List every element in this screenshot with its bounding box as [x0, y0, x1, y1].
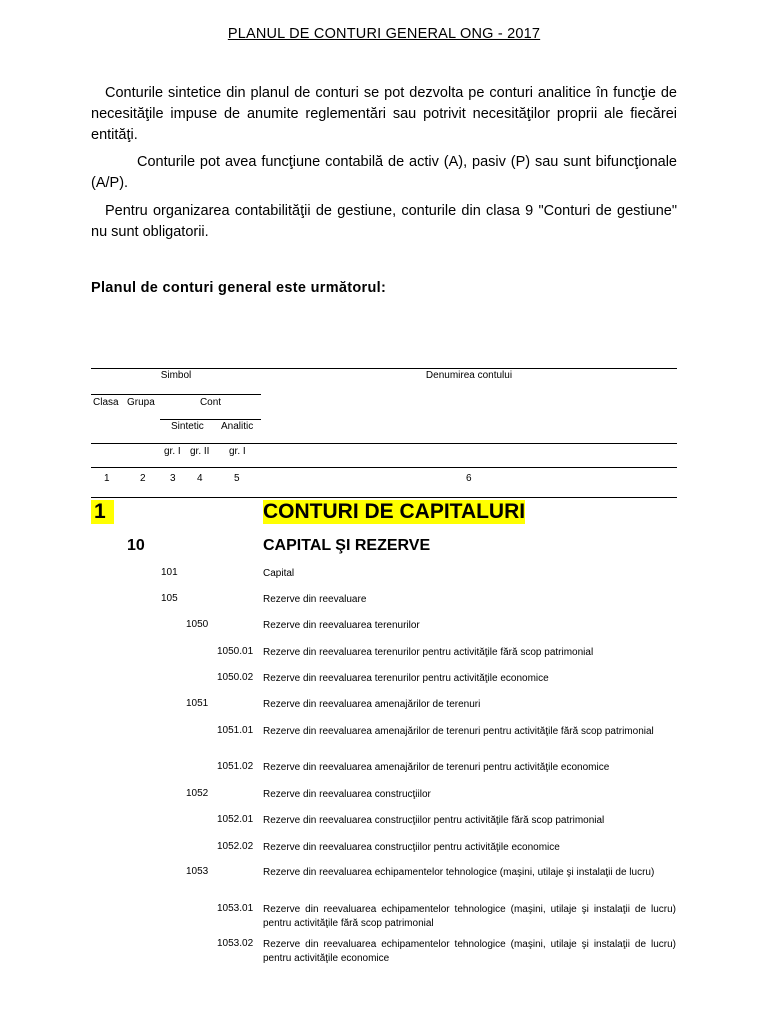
- divider: [91, 497, 677, 498]
- header-sintetic: Sintetic: [171, 421, 204, 432]
- intro-paragraph-3: Pentru organizarea contabilităţii de gestiune, conturile din clasa 9 "Conturi de gestiune" nu sunt obligatorii.: [91, 203, 677, 240]
- table-heading: Planul de conturi general este următorul:: [91, 280, 387, 296]
- header-denumirea: Denumirea contului: [425, 370, 513, 381]
- divider: [160, 419, 261, 420]
- account-code: 101: [161, 567, 178, 578]
- account-name: Rezerve din reevaluarea terenurilor: [263, 620, 420, 631]
- divider: [91, 368, 677, 369]
- divider: [91, 394, 261, 395]
- header-cont: Cont: [199, 397, 222, 408]
- account-code: 1050: [186, 619, 209, 630]
- account-code: 105: [161, 593, 178, 604]
- document-title: PLANUL DE CONTURI GENERAL ONG - 2017: [227, 26, 541, 42]
- col-number: 1: [104, 473, 110, 484]
- account-name: Rezerve din reevaluarea echipamentelor tehnologice (maşini, utilaje şi instalaţii de lucru) pentru activităţile fără scop patrimonial: [263, 904, 676, 929]
- header-gr1-analitic: gr. I: [229, 446, 246, 457]
- account-name: Rezerve din reevaluarea terenurilor pentru activităţile fără scop patrimonial: [263, 647, 594, 658]
- account-name: Rezerve din reevaluarea amenajărilor de terenuri pentru activităţile economice: [263, 762, 610, 773]
- account-code: 1050.02: [217, 672, 254, 683]
- account-name: Rezerve din reevaluarea amenajărilor de terenuri: [263, 699, 481, 710]
- class-name: CONTURI DE CAPITALURI: [263, 500, 526, 523]
- header-gr1: gr. I: [164, 446, 181, 457]
- group-name: CAPITAL ŞI REZERVE: [263, 537, 431, 554]
- col-number: 4: [197, 473, 203, 484]
- account-code: 1052.01: [217, 814, 254, 825]
- account-name: Rezerve din reevaluarea terenurilor pentru activităţile economice: [263, 673, 549, 684]
- account-code: 1051.02: [217, 761, 254, 772]
- col-number: 3: [170, 473, 176, 484]
- account-code: 1051: [186, 698, 209, 709]
- account-name: Rezerve din reevaluarea amenajărilor de terenuri pentru activităţile fără scop patrimonial: [263, 726, 654, 737]
- account-name: Rezerve din reevaluarea echipamentelor tehnologice (maşini, utilaje şi instalaţii de lucru) pentru activităţile economice: [263, 939, 676, 964]
- account-name: Rezerve din reevaluare: [263, 594, 367, 605]
- col-number: 5: [234, 473, 240, 484]
- header-clasa: Clasa: [93, 397, 119, 408]
- account-name: Rezerve din reevaluarea echipamentelor tehnologice (maşini, utilaje şi instalaţii de lucru): [263, 867, 655, 878]
- header-gr2: gr. II: [190, 446, 210, 457]
- account-code: 1053: [186, 866, 209, 877]
- account-name: Rezerve din reevaluarea construcţiilor pentru activităţile economice: [263, 842, 560, 853]
- divider: [91, 443, 677, 444]
- group-code: 10: [127, 537, 145, 554]
- intro-paragraph-1: Conturile sintetice din planul de conturi se pot dezvolta pe conturi analitice în funcţie de necesităţile impuse de anumite reglementări sau potrivit necesităţilor proprii ale fiecărei entităţi.: [91, 85, 677, 143]
- account-code: 1051.01: [217, 725, 254, 736]
- account-code: 1052.02: [217, 841, 254, 852]
- col-number: 6: [466, 473, 472, 484]
- account-name: Rezerve din reevaluarea construcţiilor: [263, 789, 431, 800]
- account-code: 1052: [186, 788, 209, 799]
- account-code: 1053.01: [217, 903, 254, 914]
- col-number: 2: [140, 473, 146, 484]
- account-code: 1050.01: [217, 646, 254, 657]
- intro-paragraph-2: Conturile pot avea funcţiune contabilă de activ (A), pasiv (P) sau sunt bifuncţionale (A/P).: [91, 154, 677, 191]
- header-analitic: Analitic: [221, 421, 254, 432]
- class-code: 1: [91, 500, 114, 524]
- account-code: 1053.02: [217, 938, 254, 949]
- header-grupa: Grupa: [127, 397, 155, 408]
- account-name: Capital: [263, 568, 295, 579]
- header-simbol: Simbol: [160, 370, 192, 381]
- divider: [91, 467, 677, 468]
- account-name: Rezerve din reevaluarea construcţiilor pentru activităţile fără scop patrimonial: [263, 815, 605, 826]
